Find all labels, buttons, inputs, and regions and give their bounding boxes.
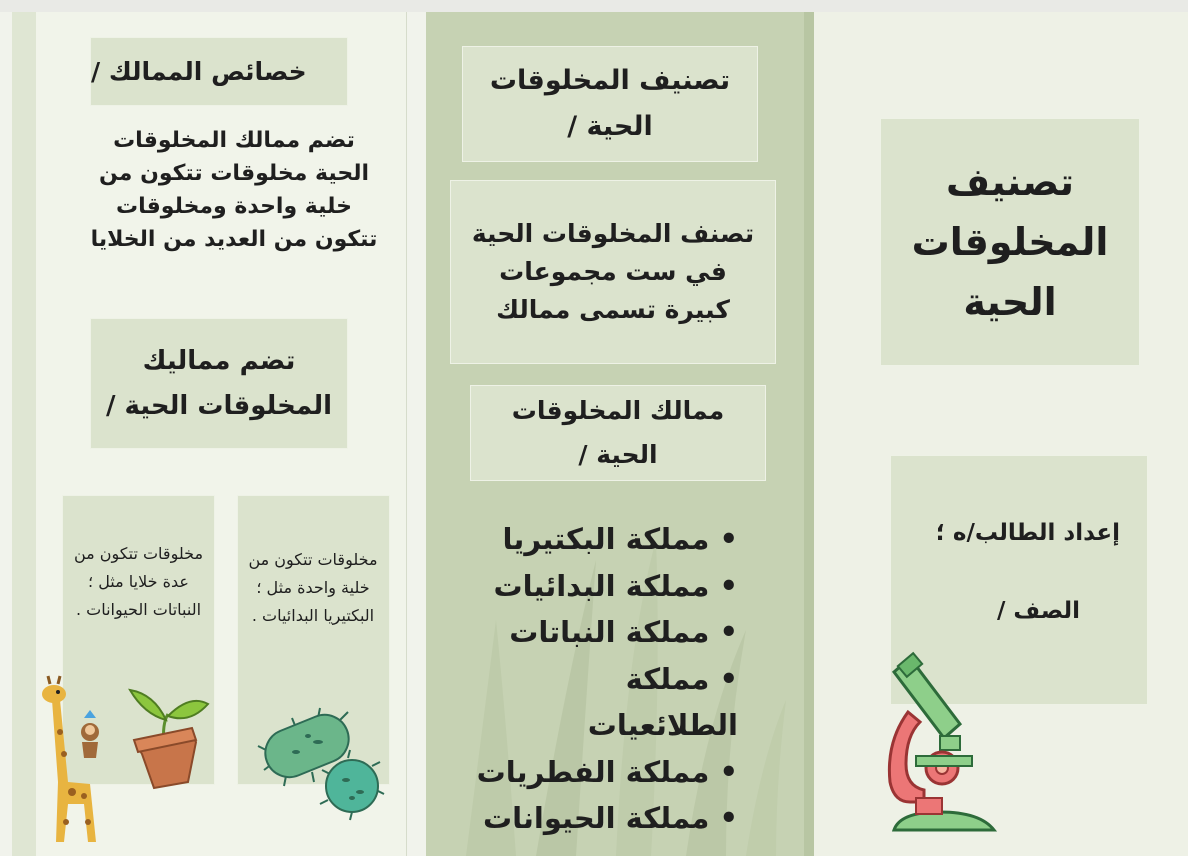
cover-title-box bbox=[880, 118, 1140, 366]
plant-icon bbox=[124, 684, 212, 788]
single-cell-card-text: مخلوقات تتكون من خلية واحدة مثل ؛ البكتيريا البدائيات . bbox=[248, 550, 378, 625]
classification-heading-box bbox=[462, 46, 758, 162]
kingdom-item: • مملكة الطلائعيات bbox=[468, 656, 738, 749]
kingdoms-heading-box bbox=[470, 385, 766, 481]
kingdoms-heading: ممالك المخلوقات الحية / bbox=[511, 396, 725, 469]
cover-title: تصنيف المخلوقات الحية bbox=[911, 160, 1109, 324]
includes-heading: تضم مماليك المخلوقات الحية / bbox=[105, 345, 333, 421]
properties-heading-box bbox=[90, 37, 348, 106]
student-label: إعداد الطالب/ه ؛ bbox=[935, 520, 1120, 546]
properties-text: تضم ممالك المخلوقات الحية مخلوقات تتكون من خلية واحدة ومخلوقات تتكون من العديد من الخلايا bbox=[90, 128, 378, 252]
microscope-icon bbox=[880, 652, 1000, 844]
classification-heading: تصنيف المخلوقات الحية / bbox=[489, 65, 731, 142]
window-top-bar bbox=[0, 0, 1188, 12]
kingdom-item: • مملكة الفطريات bbox=[468, 749, 738, 796]
properties-heading: خصائص الممالك / bbox=[91, 57, 307, 86]
grade-label: الصف / bbox=[997, 598, 1080, 624]
kingdom-item: • مملكة النباتات bbox=[468, 609, 738, 656]
kingdom-item: • مملكة البكتيريا bbox=[468, 516, 738, 563]
description-text: تصنف المخلوقات الحية في ست مجموعات كبيرة تسمى ممالك bbox=[471, 219, 755, 324]
kingdom-item: • مملكة الحيوانات bbox=[468, 795, 738, 842]
giraffe-icon bbox=[38, 672, 110, 852]
bacteria-icon bbox=[256, 700, 386, 820]
description-box bbox=[450, 180, 776, 364]
multi-cell-card-text: مخلوقات تتكون من عدة خلايا مثل ؛ النباتات الحيوانات . bbox=[73, 544, 204, 619]
kingdom-item: • مملكة البدائيات bbox=[468, 563, 738, 610]
left-panel-strip bbox=[12, 12, 36, 856]
kingdoms-list bbox=[468, 516, 738, 842]
panel-divider bbox=[406, 12, 407, 856]
includes-heading-box bbox=[90, 318, 348, 449]
